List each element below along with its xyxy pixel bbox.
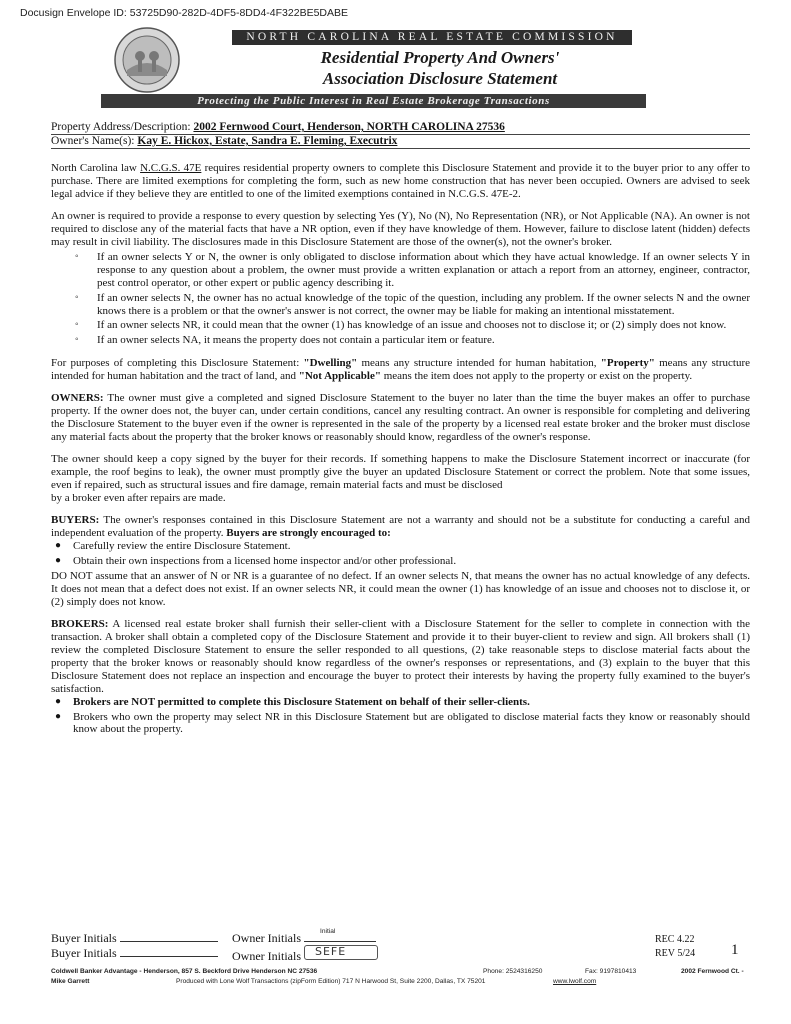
list-item: ● Brokers who own the property may select NR in this Disclosure Statement but are obligated to disclose material facts they know or reasonably should know about the property. bbox=[55, 710, 750, 736]
list-item: ● Brokers are NOT permitted to complete this Disclosure Statement on behalf of their seller-clients. bbox=[55, 695, 530, 708]
form-title-line1: Residential Property And Owners' bbox=[320, 48, 560, 67]
updates-paragraph: The owner should keep a copy signed by the buyer for their records. If something happens to make the Disclosure Statement incorrect or inaccurate (for example, the roof begins to leak), the owner must promptly give the buyer an updated Disclosure Statement or correct the problem. Note that some issues, even if repaired, such as structural issues and fire damage, remain material facts and must be disclosed by a broker even after repairs are made. bbox=[51, 453, 750, 504]
property-address-value: 2002 Fernwood Court, Henderson, NORTH CAROLINA 27536 bbox=[193, 121, 505, 133]
form-title-line2: Association Disclosure Statement bbox=[322, 69, 558, 88]
list-item: ◦ If an owner selects NR, it could mean that the owner (1) has knowledge of an issue and chooses not to disclose it; or (2) simply does not know. bbox=[75, 319, 727, 332]
buyer-initials-2-field[interactable] bbox=[120, 945, 218, 957]
owner-initials-2-field[interactable] bbox=[304, 945, 378, 960]
property-address-label: Property Address/Description: bbox=[51, 121, 191, 133]
owner-rule bbox=[51, 148, 750, 149]
owner-initials-2: Owner Initials SEFE bbox=[232, 945, 378, 964]
owners-heading: OWNERS: bbox=[51, 392, 104, 405]
brokerage-phone: Phone: 2524316250 bbox=[483, 968, 543, 975]
owner-initials-1: Owner Initials Initial bbox=[232, 930, 376, 946]
broker-rules-list bbox=[51, 696, 750, 737]
definitions-paragraph: For purposes of completing this Disclosure Statement: "Dwelling" means any structure intended for human habitation, "Property" means any structure intended for human habitation and the tract of land, and "Not Applicable" means the item does not apply to the property or exist on the property. bbox=[51, 356, 751, 382]
agent-name: Mike Garrett bbox=[51, 978, 90, 985]
response-requirements-paragraph: An owner is required to provide a response to every question by selecting Yes (Y), No (N), No Representation (NR), or Not Applicable (NA). An owner is not required to disclose any of the material facts that have a NR option, even if they have knowledge of them. However, failure to disclose latent (hidden) defects may result in civil liability. The disclosures made in this Disclosure Statement are those of the owner(s), not the owner's broker. bbox=[51, 210, 750, 249]
disclosure-body bbox=[51, 162, 750, 746]
owner-name-row bbox=[51, 134, 751, 148]
file-name: 2002 Fernwood Ct. - bbox=[681, 968, 744, 975]
address-rule bbox=[51, 134, 750, 135]
docusign-envelope-id: Docusign Envelope ID: 53725D90-282D-4DF5-8DD4-4F322BE5DABE bbox=[20, 7, 349, 19]
buyer-recommendations-list bbox=[51, 540, 750, 568]
buyers-paragraph: BUYERS: The owner's responses contained in this Disclosure Statement are not a warranty and should not be a substitute for conducting a careful and independent evaluation of the property. Buyers are strongly encouraged to: bbox=[51, 514, 750, 540]
rev-number: REV 5/24 bbox=[655, 948, 696, 959]
rec-number: REC 4.22 bbox=[655, 934, 695, 945]
property-address-row bbox=[51, 120, 751, 134]
owner-initials-signature: SEFE bbox=[314, 945, 347, 958]
produced-with: Produced with Lone Wolf Transactions (zipForm Edition) 717 N Harwood St, Suite 2200, Dallas, TX 75201 bbox=[176, 978, 486, 985]
buyer-initials-1-field[interactable] bbox=[120, 930, 218, 942]
brokerage-info: Coldwell Banker Advantage - Henderson, 857 S. Beckford Drive Henderson NC 27536 bbox=[51, 968, 318, 975]
owner-initials-1-field[interactable] bbox=[304, 930, 376, 942]
list-item: ◦ If an owner selects Y or N, the owner is only obligated to disclose information about which they have actual knowledge. If an owner selects Y in response to any question about a problem, the owner must provide a written explanation or attach a report from an attorney, engineer, contractor, pest control operator, or other expert or public agency describing it. bbox=[75, 250, 750, 289]
response-options-list bbox=[51, 251, 750, 347]
tagline-banner: Protecting the Public Interest in Real Estate Brokerage Transactions bbox=[101, 94, 646, 108]
page-number: 1 bbox=[731, 942, 739, 958]
owner-name-value: Kay E. Hickox, Estate, Sandra E. Fleming, Executrix bbox=[137, 135, 398, 147]
commission-banner: NORTH CAROLINA REAL ESTATE COMMISSION bbox=[232, 30, 632, 45]
buyer-initials-1: Buyer Initials bbox=[51, 930, 218, 946]
buyers-heading: BUYERS: bbox=[51, 514, 100, 527]
brokerage-fax: Fax: 9197810413 bbox=[585, 968, 637, 975]
no-guarantee-paragraph: DO NOT assume that an answer of N or NR is a guarantee of no defect. If an owner selects N, that means the owner has no actual knowledge of any defects. It does not mean that a defect does not exist. If an owner selects NR, it could mean the owner (1) has knowledge of an issue and chooses not to disclose it, or (2) simply does not know. bbox=[51, 569, 750, 608]
owner-name-label: Owner's Name(s): bbox=[51, 135, 135, 147]
list-item: ● Obtain their own inspections from a licensed home inspector and/or other professional. bbox=[55, 555, 457, 568]
owners-paragraph: OWNERS: The owner must give a completed and signed Disclosure Statement to the buyer no later than the time the buyer makes an offer to purchase property. If the owner does not, the buyer can, under certain conditions, cancel any resulting contract. An owner is responsible for completing and delivering the Disclosure Statement to the buyer even if the owner is represented in the sale of the property by a licensed real estate broker and the broker must disclose any material facts about the property that the broker knows or reasonably should know, regardless of the owner's response. bbox=[51, 392, 750, 443]
nc-state-seal-icon bbox=[113, 26, 181, 94]
brokers-heading: BROKERS: bbox=[51, 618, 109, 631]
list-item: ● Carefully review the entire Disclosure Statement. bbox=[55, 540, 291, 553]
initials-stamp: Initial bbox=[319, 928, 336, 935]
list-item: ◦ If an owner selects N, the owner has no actual knowledge of the topic of the question, including any problem. If the owner selects N and the owner knows there is a problem or that the owner's answer is not correct, the owner may be liable for making an intentional misstatement. bbox=[75, 291, 750, 317]
list-item: ◦ If an owner selects NA, it means the property does not contain a particular item or feature. bbox=[75, 334, 495, 347]
buyer-initials-2: Buyer Initials bbox=[51, 945, 218, 961]
brokers-paragraph: BROKERS: A licensed real estate broker shall furnish their seller-client with a Disclosure Statement for the seller to complete in connection with the transaction. A broker shall obtain a completed copy of the Disclosure Statement and provide it to their buyer-client to review and sign. All brokers shall (1) review the completed Disclosure Statement to ensure the seller responded to all questions, (2) take reasonable steps to disclose material facts about the property that the broker knows or reasonably should know regardless of the owner's responses or representations, and (3) explain to the buyer that this Disclosure Statement does not replace an inspection and encourage the buyer to protect their interests by having the property fully examined to the buyer's satisfaction. bbox=[51, 618, 750, 695]
intro-paragraph: North Carolina law N.C.G.S. 47E requires residential property owners to complete this Disclosure Statement and provide it to the buyer prior to any offer to purchase. There are limited exemptions for completing the form, such as new home construction that has never been occupied. Owners are advised to seek legal advice if they believe they are entitled to one of the limited exemptions contained in N.C.G.S. 47E-2. bbox=[51, 162, 750, 200]
statute-reference: N.C.G.S. 47E bbox=[140, 162, 202, 174]
website-link[interactable]: www.lwolf.com bbox=[553, 978, 597, 985]
